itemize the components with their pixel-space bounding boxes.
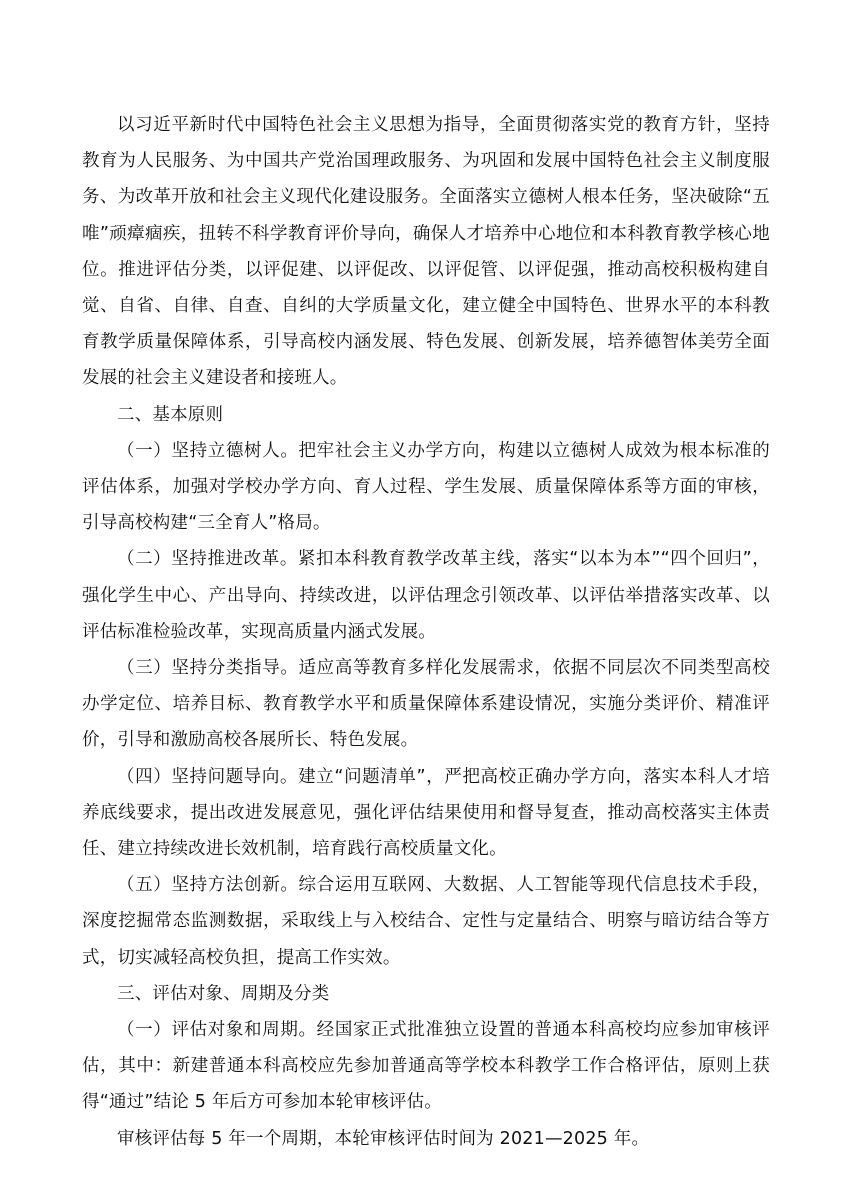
- principle-paragraph-5: （五）坚持方法创新。综合运用互联网、大数据、人工智能等现代信息技术手段，深度挖掘常态监测数据，采取线上与入校结合、定性与定量结合、明察与暗访结合等方式，切实减轻高校负担，提高工作实效。: [82, 875, 770, 968]
- principle-paragraph-4: （四）坚持问题导向。建立“问题清单”，严把高校正确办学方向，落实本科人才培养底线要求，提出改进发展意见，强化评估结果使用和督导复查，推动高校落实主体责任、建立持续改进长效机制，培育践行高校质量文化。: [82, 766, 770, 860]
- intro-paragraph: 以习近平新时代中国特色社会主义思想为指导，全面贯彻落实党的教育方针，坚持教育为人民服务、为中国共产党治国理政服务、为巩固和发展中国特色社会主义制度服务、为改革开放和社会主义现代化建设服务。全面落实立德树人根本任务，坚决破除“五唯”顽瘴痼疾，扭转不科学教育评价导向，确保人才培养中心地位和本科教育教学核心地位。推进评估分类，以评促建、以评促改、以评促管、以评促强，推动高校积极构建自觉、自省、自律、自查、自纠的大学质量文化，建立健全中国特色、世界水平的本科教育教学质量保障体系，引导高校内涵发展、特色发展、创新发展，培养德智体美劳全面发展的社会主义建设者和接班人。: [82, 115, 770, 389]
- section-heading-basic-principles: 二、基本原则: [117, 404, 224, 425]
- evaluation-object-paragraph: （一）评估对象和周期。经国家正式批准独立设置的普通本科高校均应参加审核评估，其中：新建普通本科高校应先参加普通高等学校本科教学工作合格评估，原则上获得“通过”结论 5 年后方可参加本轮审核评估。: [82, 1020, 770, 1113]
- section-heading-evaluation-scope: 三、评估对象、周期及分类: [117, 983, 330, 1004]
- evaluation-cycle-paragraph: 审核评估每 5 年一个周期，本轮审核评估时间为 2021—2025 年。: [117, 1128, 650, 1149]
- principle-paragraph-3: （三）坚持分类指导。适应高等教育多样化发展需求，依据不同层次不同类型高校办学定位、培养目标、教育教学水平和质量保障体系建设情况，实施分类评价、精准评价，引导和激励高校各展所长、特色发展。: [82, 658, 770, 751]
- principle-paragraph-1: （一）坚持立德树人。把牢社会主义办学方向，构建以立德树人成效为根本标准的评估体系，加强对学校办学方向、育人过程、学生发展、质量保障体系等方面的审核，引导高校构建“三全育人”格局。: [82, 440, 770, 534]
- document-body: [82, 107, 770, 1157]
- principle-paragraph-2: （二）坚持推进改革。紧扣本科教育教学改革主线，落实“以本为本”“四个回归”，强化学生中心、产出导向、持续改进，以评估理念引领改革、以评估举措落实改革、以评估标准检验改革，实现高质量内涵式发展。: [82, 549, 770, 642]
